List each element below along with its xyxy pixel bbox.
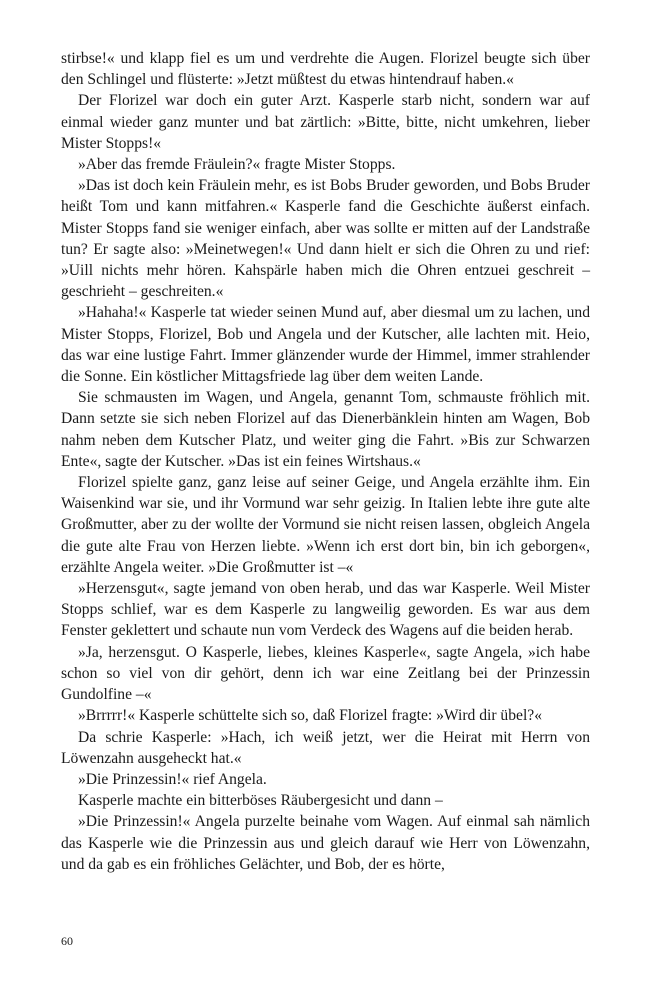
paragraph: Florizel spielte ganz, ganz leise auf seiner Geige, und Angela erzählte ihm. Ein Waisenkind war sie, und ihr Vormund war sehr geizig. In Italien lebte ihre gute alte Großmutter, aber zu der wollte der Vormund sie nicht reisen lassen, obgleich Angela die gute alte Frau von Herzen liebte. »Wenn ich erst dort bin, bin ich geborgen«, erzählte Angela weiter. »Die Großmutter ist –« <box>61 474 590 576</box>
paragraph: »Brrrrr!« Kasperle schüttelte sich so, daß Florizel fragte: »Wird dir übel?« <box>78 707 542 725</box>
paragraph: »Ja, herzensgut. O Kasperle, liebes, kleines Kasperle«, sagte Angela, »ich habe schon so viel von dir gehört, denn ich war eine Zeitlang bei der Prinzessin Gundolfine –« <box>61 643 590 704</box>
book-page-text <box>61 48 590 875</box>
paragraph: »Die Prinzessin!« rief Angela. <box>78 770 267 788</box>
paragraph: »Die Prinzessin!« Angela purzelte beinahe vom Wagen. Auf einmal sah nämlich das Kasperle wie die Prinzessin aus und gleich darauf wie Herr von Löwenzahn, und da gab es ein fröhliches Gelächter, und Bob, der es hörte, <box>61 813 590 873</box>
paragraph: Sie schmausten im Wagen, und Angela, genannt Tom, schmauste fröhlich mit. Dann setzte sie sich neben Florizel auf das Dienerbänklein hinten am Wagen, Bob nahm neben dem Kutscher Platz, und weiter ging die Fahrt. »Bis zur Schwarzen Ente«, sagte der Kutscher. »Das ist ein feines Wirtshaus.« <box>61 389 590 470</box>
paragraph: stirbse!« und klapp fiel es um und verdrehte die Augen. Florizel beugte sich über den Schlingel und flüsterte: »Jetzt müßtest du etwas hintendrauf haben.« <box>61 50 590 89</box>
paragraph: »Aber das fremde Fräulein?« fragte Mister Stopps. <box>78 156 396 174</box>
page-number: 60 <box>61 934 73 948</box>
paragraph: Kasperle machte ein bitterböses Räubergesicht und dann – <box>78 792 443 810</box>
paragraph: »Herzensgut«, sagte jemand von oben herab, und das war Kasperle. Weil Mister Stopps schlief, war es dem Kasperle zu langweilig geworden. Es war aus dem Fenster geklettert und schaute nun vom Verdeck des Wagens auf die beiden herab. <box>61 580 590 640</box>
paragraph: Da schrie Kasperle: »Hach, ich weiß jetzt, wer die Heirat mit Herrn von Löwenzahn ausgeheckt hat.« <box>61 728 590 767</box>
paragraph: »Hahaha!« Kasperle tat wieder seinen Mund auf, aber diesmal um zu lachen, und Mister Stopps, Florizel, Bob und Angela und der Kutscher, alle lachten mit. Heio, das war eine lustige Fahrt. Immer glänzender wurde der Himmel, immer strahlender die Sonne. Ein köstlicher Mittagsfriede lag über dem weiten Lande. <box>61 304 590 386</box>
paragraph: »Das ist doch kein Fräulein mehr, es ist Bobs Bruder geworden, und Bobs Bruder heißt Tom und kann mitfahren.« Kasperle fand die Geschichte äußerst einfach. Mister Stopps fand sie weniger einfach, aber was sollte er mitten auf der Landstraße tun? Er sagte also: »Meinetwegen!« Und dann hielt er sich die Ohren zu und rief: »Uill nichts mehr hören. Kahspärle haben mich die Ohren entzuei geschreit – geschrieht – geschreiten.« <box>61 177 590 301</box>
paragraph: Der Florizel war doch ein guter Arzt. Kasperle starb nicht, sondern war auf einmal wieder ganz munter und bat zärtlich: »Bitte, bitte, nicht umkehren, lieber Mister Stopps!« <box>61 92 590 152</box>
